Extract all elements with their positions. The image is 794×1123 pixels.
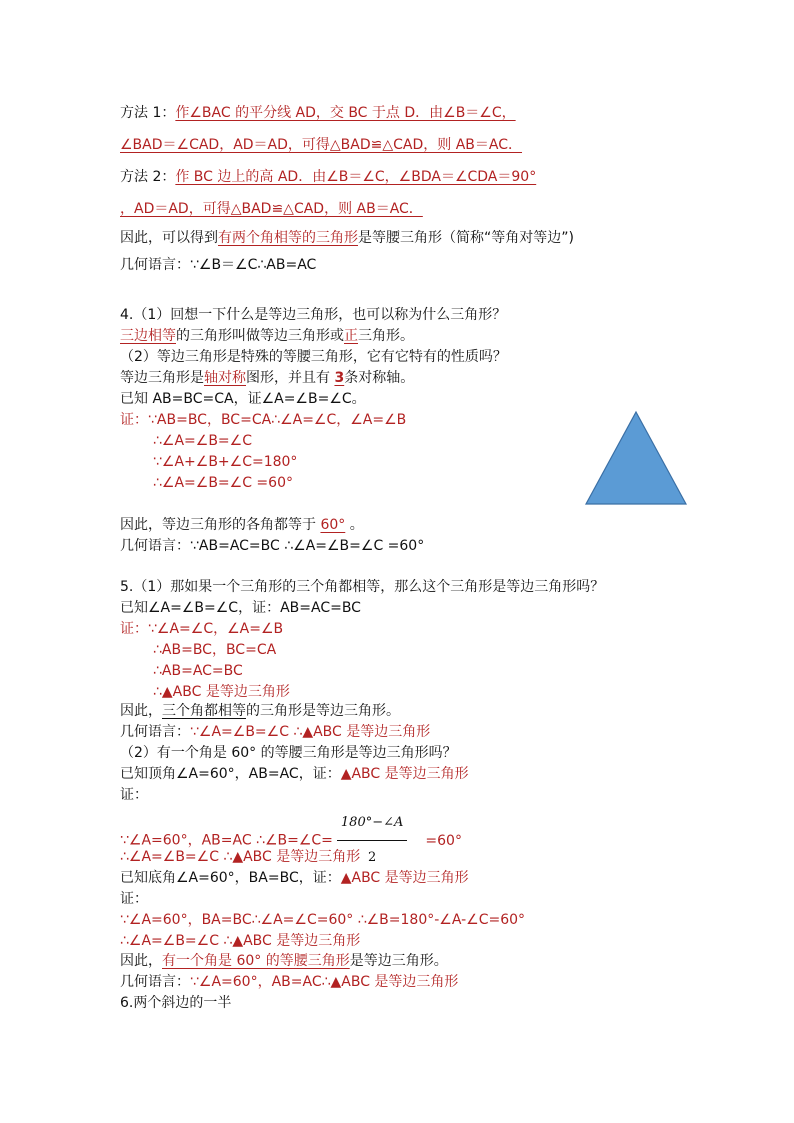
- proof-label-1: 证：: [120, 787, 148, 803]
- proof-5-line2: ∴AB=BC，BC=CA: [153, 642, 277, 658]
- def-mid: 的三角形叫做等边三角形或: [176, 328, 344, 344]
- proof-5b-line2: ∴∠A=∠B=∠C ∴▲ABC 是等边三角形: [120, 849, 361, 865]
- given-4: 已知 AB=BC=CA，证∠A=∠B=∠C。: [120, 391, 366, 407]
- given-5: 已知∠A=∠B=∠C，证：AB=AC=BC: [120, 600, 361, 616]
- g5-a: 几何语言：: [120, 724, 190, 740]
- geometry-language-5: [120, 722, 430, 742]
- proof-4-line4: ∴∠A=∠B=∠C =60°: [153, 475, 293, 491]
- k5b-b: ▲ABC 是等边三角形: [340, 766, 469, 782]
- fraction-numerator: 180°−∠A: [337, 806, 408, 841]
- method2-lead: 方法 2：: [120, 169, 176, 185]
- question-5-1: 5.（1）那如果一个三角形的三个角都相等，那么这个三角形是等边三角形吗？: [120, 579, 605, 595]
- method2-line2: ，AD＝AD，可得△BAD≌△CAD，则 AB＝AC．: [120, 201, 423, 217]
- fraction-denominator: 2: [368, 850, 377, 865]
- question-4-1: 4.（1）回想一下什么是等边三角形，也可以称为什么三角形？: [120, 307, 507, 323]
- c5-key: 三个角都相等: [162, 703, 246, 719]
- method1-text: 作∠BAC 的平分线 AD，交 BC 于点 D．由∠B＝∠C，: [175, 105, 516, 121]
- proof-label-2: 证：: [120, 891, 148, 907]
- method1-lead: 方法 1：: [120, 105, 176, 121]
- k5c-b: ▲ABC 是等边三角形: [340, 870, 469, 886]
- definition-equilateral: [120, 326, 414, 346]
- c5-c: 的三角形是等边三角形。: [246, 703, 400, 719]
- k5c-a: 已知底角∠A=60°，BA=BC，证：: [120, 870, 341, 886]
- prop-c: 图形，并且有: [246, 370, 335, 386]
- proof-5-line3: ∴AB=AC=BC: [153, 663, 243, 679]
- c5b-c: 是等边三角形。: [349, 953, 448, 969]
- g5-b: ∵∠A=∠B=∠C ∴▲ABC 是等边三角形: [190, 724, 431, 740]
- prop-e: 条对称轴。: [344, 370, 415, 386]
- geometry-language-4: 几何语言：∵AB=AC=BC ∴∠A=∠B=∠C =60°: [120, 538, 425, 554]
- c5b-key: 有一个角是 60° 的等腰三角形: [162, 953, 350, 969]
- proof-5-line1: 证：∵∠A=∠C，∠A=∠B: [120, 621, 284, 637]
- conclusion-4: [120, 515, 364, 535]
- conclusion-5: [120, 701, 400, 721]
- method1-line: [120, 103, 516, 123]
- conclusion-suffix: 是等腰三角形（简称“等角对等边”): [358, 230, 574, 246]
- geometry-language-5b: [120, 972, 458, 992]
- question-4-2: （2）等边三角形是特殊的等腰三角形，它有它特有的性质吗？: [120, 349, 507, 365]
- method2-text: 作 BC 边上的高 AD．由∠B＝∠C，∠BDA＝∠CDA＝90°: [175, 169, 537, 185]
- def-end: 三角形。: [358, 328, 414, 344]
- conclusion-key: 有两个角相等的三角形: [218, 230, 358, 246]
- proof-4-line2: ∴∠A=∠B=∠C: [153, 433, 252, 449]
- given-5c: [120, 868, 469, 888]
- question-6: 6.两个斜边的一半: [120, 995, 232, 1011]
- geometry-language-1: 几何语言：∵∠B＝∠C∴AB=AC: [120, 257, 317, 273]
- formula-left: ∵∠A=60°，AB=AC ∴∠B=∠C=: [120, 832, 333, 849]
- prop-key2: 3: [334, 370, 345, 386]
- conclusion-equal-angles: [120, 228, 574, 248]
- c4-key: 60°: [320, 517, 346, 533]
- proof-4-line3: ∵∠A+∠B+∠C=180°: [153, 454, 298, 470]
- proof-5c-line2: ∴∠A=∠B=∠C ∴▲ABC 是等边三角形: [120, 933, 361, 949]
- def-key2: 正: [344, 328, 358, 344]
- def-key1: 三边相等: [120, 328, 176, 344]
- c5b-a: 因此，: [120, 953, 162, 969]
- equilateral-triangle-figure: [584, 410, 688, 506]
- method1-line2: ∠BAD＝∠CAD，AD＝AD，可得△BAD≌△CAD，则 AB＝AC．: [120, 137, 523, 153]
- prop-a: 等边三角形是: [120, 370, 204, 386]
- proof-4-line1: 证：∵AB=BC，BC=CA∴∠A=∠C，∠A=∠B: [120, 412, 407, 428]
- method2-line: [120, 167, 536, 187]
- given-5b: [120, 764, 469, 784]
- formula-right: =60°: [425, 832, 462, 849]
- conclusion-prefix: 因此，可以得到: [120, 230, 218, 246]
- conclusion-5b: [120, 951, 448, 971]
- proof-5-line4: ∴▲ABC 是等边三角形: [153, 684, 290, 700]
- g5b-a: 几何语言：: [120, 974, 190, 990]
- g5b-b: ∵∠A=60°，AB=AC∴▲ABC 是等边三角形: [190, 974, 459, 990]
- prop-key1: 轴对称: [204, 370, 246, 386]
- property-equilateral: [120, 368, 414, 388]
- c4-c: 。: [345, 517, 364, 533]
- c5-a: 因此，: [120, 703, 162, 719]
- c4-a: 因此，等边三角形的各角都等于: [120, 517, 321, 533]
- proof-5c-line1: ∵∠A=60°，BA=BC∴∠A=∠C=60° ∴∠B=180°-∠A-∠C=60°: [120, 912, 526, 928]
- question-5-2: （2）有一个角是 60° 的等腰三角形是等边三角形吗？: [120, 745, 457, 761]
- k5b-a: 已知顶角∠A=60°，AB=AC，证：: [120, 766, 341, 782]
